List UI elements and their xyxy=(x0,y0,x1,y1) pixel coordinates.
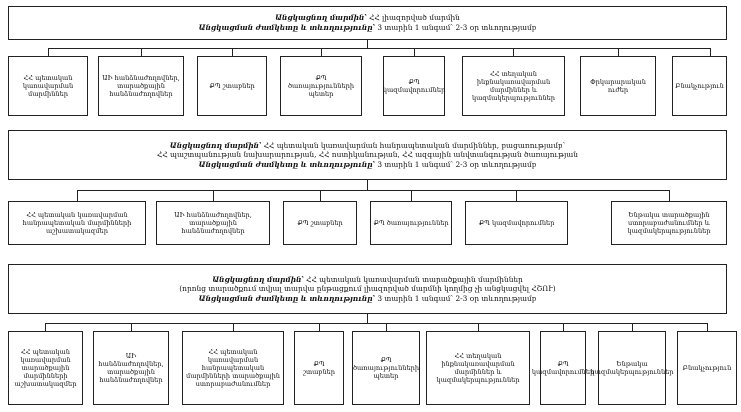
section-2-header-line-2: ՀՀ պաշտպանության նախարարության, ՀՀ ոստիկանության, ՀՀ ազգային անվտանգության ծառայության xyxy=(157,150,578,160)
section-1-drop-2 xyxy=(141,48,142,56)
section-3-child-3: ՀՀ պետական կառավարման հանրապետական մարմինների տարածքային ստորաբաժանումներ xyxy=(182,331,284,405)
section-1-child-7: Փրկարարական ուժեր xyxy=(580,56,656,116)
section-2-drop-5 xyxy=(516,190,517,201)
section-3-drop-4 xyxy=(319,323,320,331)
section-1-header-line-2: Անցկացման ժամկետը և տևողությունը՝ 3 տարին 1 անգամ՝ 2-3 օր տևողությամբ xyxy=(198,23,537,32)
section-2-drop-3 xyxy=(320,190,321,201)
section-3-child-2: ԱԻ հանձնաժողովներ, տարածքային հանձնաժողովներ xyxy=(93,331,169,405)
section-3-drop-6 xyxy=(478,323,479,331)
section-2-connector-stem xyxy=(367,180,368,190)
section-1-drop-4 xyxy=(321,48,322,56)
section-2-header-line-3: Անցկացման ժամկետը և տևողությունը՝ 3 տարին 1 անգամ՝ 2-3 օր տևողությամբ xyxy=(198,159,537,169)
section-3-child-4: ՔՊ շտաբներ xyxy=(294,331,344,405)
section-2-child-4: ՔՊ ծառայություններ xyxy=(370,201,452,245)
section-3-child-5: ՔՊ ծառայությունների պետեր xyxy=(352,331,420,405)
section-3-header xyxy=(8,264,727,314)
section-3-child-9: Բնակչություն xyxy=(677,331,737,405)
section-2-child-3: ՔՊ շտաբներ xyxy=(283,201,357,245)
section-3-header-line-3: Անցկացման ժամկետը և տևողությունը՝ 3 տարին 1 անգամ՝ 2-3 օր տևողությամբ xyxy=(198,293,537,303)
section-3-drop-1 xyxy=(45,323,46,331)
section-3-drop-9 xyxy=(707,323,708,331)
section-3-drop-2 xyxy=(131,323,132,331)
section-2-child-6: Ենթակա տարածքային ստորաբաժանումներ և կազմակերպություններ xyxy=(611,201,727,245)
section-2-drop-6 xyxy=(669,190,670,201)
section-3-child-8: Ենթակա կազմակերպություններ xyxy=(598,331,666,405)
section-3-header-line-2: (որոնց տարածքում տվյալ տարվա ընթացքում լիազորված մարմնի կողմից չի անցկացվել ՀՇՈՒ) xyxy=(179,284,556,294)
section-3-drop-3 xyxy=(233,323,234,331)
section-3-header-line-1: Անցկացնող մարմին՝ ՀՀ պետական կառավարման տարածքային մարմիններ xyxy=(212,274,523,284)
section-2-connector-bus xyxy=(77,190,669,191)
section-1-drop-3 xyxy=(232,48,233,56)
section-1-child-5: ՔՊ կազմավորումներ xyxy=(383,56,445,116)
section-2-drop-4 xyxy=(411,190,412,201)
section-3-connector-bus xyxy=(45,323,707,324)
section-2-header xyxy=(8,130,727,180)
section-1-header xyxy=(8,6,727,40)
section-2-header-line-1: Անցկացնող մարմին՝ ՀՀ պետական կառավարման հանրապետական մարմիններ, բացառությամբ՝ xyxy=(169,140,566,150)
section-1-connector-bus xyxy=(48,48,710,49)
section-3-connector-stem xyxy=(367,314,368,323)
section-1-drop-6 xyxy=(513,48,514,56)
section-3-drop-7 xyxy=(563,323,564,331)
section-1-drop-5 xyxy=(414,48,415,56)
section-3-child-1: ՀՀ պետական կառավարման տարածքային մարմինների աշխատակազմեր xyxy=(8,331,83,405)
section-3-child-6: ՀՀ տեղական ինքնակառավարման մարմիններ և կազմակերպություններ xyxy=(426,331,530,405)
section-1-drop-1 xyxy=(48,48,49,56)
section-1-child-1: ՀՀ պետական կառավարման մարմիններ xyxy=(8,56,88,116)
section-2-child-5: ՔՊ կազմավորումներ xyxy=(465,201,568,245)
section-2-child-2: ԱԻ հանձնաժողովներ, տարածքային հանձնաժողովներ xyxy=(156,201,270,245)
section-2-drop-1 xyxy=(77,190,78,201)
section-1-child-3: ՔՊ շտաբներ xyxy=(197,56,267,116)
section-1-child-6: ՀՀ տեղական ինքնակառավարման մարմիններ և կազմակերպություններ xyxy=(462,56,565,116)
section-2-child-1: ՀՀ պետական կառավարման հանրապետական մարմինների աշխատակազմեր xyxy=(8,201,146,245)
section-3-child-7: ՔՊ կազմավորումներ xyxy=(540,331,586,405)
section-1-child-4: ՔՊ ծառայությունների պետեր xyxy=(280,56,362,116)
section-3-drop-5 xyxy=(386,323,387,331)
section-1-connector-stem xyxy=(367,40,368,48)
section-2-drop-2 xyxy=(213,190,214,201)
section-1-child-8: Բնակչություն xyxy=(672,56,727,116)
section-1-header-line-1: Անցկացնող մարմին՝ ՀՀ լիազորված մարմին xyxy=(275,13,460,23)
section-1-drop-8 xyxy=(710,48,711,56)
section-3-drop-8 xyxy=(632,323,633,331)
section-1-drop-7 xyxy=(618,48,619,56)
section-1-child-2: ԱԻ հանձնաժողովներ, տարածքային հանձնաժողովներ xyxy=(98,56,184,116)
